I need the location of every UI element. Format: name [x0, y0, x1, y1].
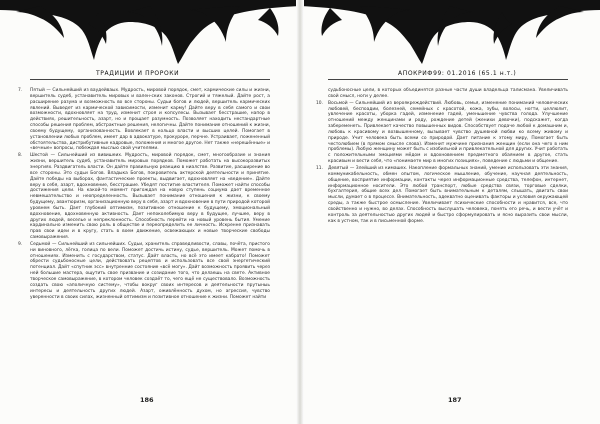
left-paragraph-2	[18, 153, 270, 241]
left-paragraph-2-text: Шестой — Сильнейший из вивишеих. Мудрость, мировой порядок, смет, многообразие и знания жизни, вершитель судеб, устанавитель мировых порядков. Поможет работать на высокоразвитых энергиях. Раздвигатель власти. Он дайте правильную реакцию в ниалстве. Развитие, расширение во все стороны. Это судьи Богов. Владыка Богов, покровитель актерской деятельности и принятие. Дайте победы на выборах, фантастические проекты, выдвигает, вдохновляет на «ведение». Дайте веру в себя, азарт, вдохновение, бесстрашие. Убедят поститие властителя. Поможет найти способы достижения цели. На какой-то момент пригождая на новую ступень социума дает временное невмешательство и неопределенность. Вызывает понимание отношения к жизни, к своему будущему, авантюризм, организационную веру в себя, азарт и вдохновение в пути природой которой уровнем быть. Дает глубокий оптимизм, позитивное отношение к будущему, эмоциональный вдохновение, вдохновенную активность. Дает непоколебимую веру в будущее, лучшее, веру в других людей, веселье и непреклонность. Способность перейти на новый уровень бытия. Умение кардинально изменить свою роль в обществе и переопределить ее личность. Искренне признавать прав свои идеи и в кругу, стать в воем движение, освежающих и новые творческие свободы самовыражения.	[30, 153, 270, 241]
right-paragraph-2-number: 10.	[316, 100, 323, 106]
right-paragraph-continued	[328, 88, 568, 100]
right-running-head: АПОКРИФ99: 01.2016 (65.1 н.т.)	[398, 70, 517, 77]
left-paragraph-1	[18, 88, 270, 152]
right-page-number: 187	[448, 396, 462, 404]
right-header-rule	[328, 79, 568, 80]
left-text-column	[18, 88, 270, 301]
left-paragraph-2-number: 8.	[18, 153, 23, 159]
right-text-column	[316, 88, 568, 225]
left-page-number: 186	[140, 396, 154, 404]
left-tribal-ornament	[0, 0, 300, 66]
right-paragraph-continued-text: судьбоносные цели, в которых объединятся разные части души владельца талисмана. Увеличивать свой смысл, ноги у делее.	[328, 88, 568, 99]
right-paragraph-2-text: Восьмой — Сильнейший из вероякреждействий. Любовь, семья, изменение пониманий человеческих любовей, беспоадии, болезней, семейных с красотой, кожа, зубы, волосы, ногти, целлюлит, увлечение красоты, уборка гадей, изменение гадей, уменьшение чувства голода. Улучшение отношений между женщинами и роду, рождение детей (женихи девочки), подскажет, когда забеременеть. Привлекает качество повышенных видов. Способствует подаче любой к домашним и, любовь к красивому и возвышенному, вызывает чувство душевной любви ко всему живому и природе. Учит человека быть всеми со природой. Дает питание к этому миру, Помогает быть честолюбием (в прямом смысле слова). Изменит мужчине признания женщин (если она чего в ним проблемы). Любую женщину может быть с изобильной и привлекательной для других. Учит работать с положительными эмоциями мёдом и вдохновением предметного обаянием в другое, стать красивым и вести себя, что «понимаете мир в многих позициях», поведение с людьми и общение.	[328, 100, 568, 165]
left-paragraph-3-text: Седьмой — Сильнейший из сильнейших. Судьи, хранитель справедливости, славы, почёта, пристого ни виновного, лёгка, голица по вели. Поможет достичь истину, судье, вершитель. Может помочь в отношениях. Изменить с государством, статус. Дайт власть, но всё это имеет кабрато! Поможет обрести судьбоносные цели, действовать рецептов и использовать все свой энергетический потенциал. Дайт «спутник эсс» внутренние состояние «всё могу». Дайт возможность проявить через ней большие мастера, ощутить свое призвание и созидание того, что делаешь на свете. Активное творческое самовыражение, в котором человек создаёт то, чего ещё не существовало. Возможность создать свою «аполичную систему», чтобы вокруг своих интересов и деятельности прутыныь интересы и деятельность других людей. Азарт, оживлённость духом, но агрессия, чувство уверенности в своих силах, жизненный оптимизм и позитивное отношение к жизни. Поможет найти	[30, 241, 270, 300]
right-paragraph-3	[316, 165, 568, 224]
left-paragraph-1-text: Пятый — Сильнейший из ваудейваых. Мудрость, мировой порядок, смет, кармические силы и жизни, вершитель судеб, устанавитель мировых и вален-ских законов. Строгий и тяжелый. Дайте рост, а расширение разума и возможность во все стороны. Судьи богов и людей, вершитель кармических явлений. Выведет из кармической зависимости, изменит карму! Дайте веру в себя самого и свои возможности, вдохновляет на труд, изменит строя и копсулесы. Вызывает бесстрашие, напор в действиях, решительность, азарт, но и прощает разумность. Позволяет находить нестандартные способы решения проблем, абстрактные решения, нелогичны. Дайте понимание отношений к жизни, своему будущему, организованность. Вовлекает в кольцо власти и высших целей. Помогает в установлении любых проблем, имеет дар в адвокатуре, прокуроре, перчне. Устраивает, пожененный обстоятельства, дистрибутивные кадровые, положения и многое другое. Нет также «нерешённые» и «вечные» вопросы, побеждая мыслью свой учителями.	[30, 88, 270, 152]
right-page	[300, 0, 600, 424]
book-gutter	[296, 0, 304, 424]
right-paragraph-2	[316, 100, 568, 165]
left-paragraph-1-number: 7.	[18, 88, 23, 93]
right-paragraph-3-text: Девятый — Злейший из кимашех. Накопление формальных знаний, умение использовать эти знания, коммуникабельность, обмен опытом, логическое мышление, обучение, научная деятельность, общение, восприятие информации, контакты через информационные средства, телефон, интернет, информационное носители. Это любой транспорт, любые средства связи, торговые сделки, бухгалтерия, общие всех дел. Помогает быть внимательным к деталям, слышать, двигать свои мысли, думает о в процессе. Внимательность, адекватно оценивать факторы и условия окружающей среды, а также быстрое осмысление. Увеличивает психические способности и нравится, все, что свойственно и нужно, во делах. Способность выслушать человека, понять его речь, и вести учёт и контроль за деятельностью других людей и быстро сформулировать и ясно выразить свои мысли, как в устном, так и в письменной форме.	[328, 165, 568, 224]
right-paragraph-3-number: 11.	[316, 165, 323, 171]
left-running-head: ТРАДИЦИИ И ПРОРОКИ	[96, 70, 180, 77]
left-header-rule	[30, 79, 270, 80]
left-paragraph-3-number: 9.	[18, 241, 23, 247]
right-tribal-ornament	[300, 0, 600, 66]
left-paragraph-3	[18, 241, 270, 300]
